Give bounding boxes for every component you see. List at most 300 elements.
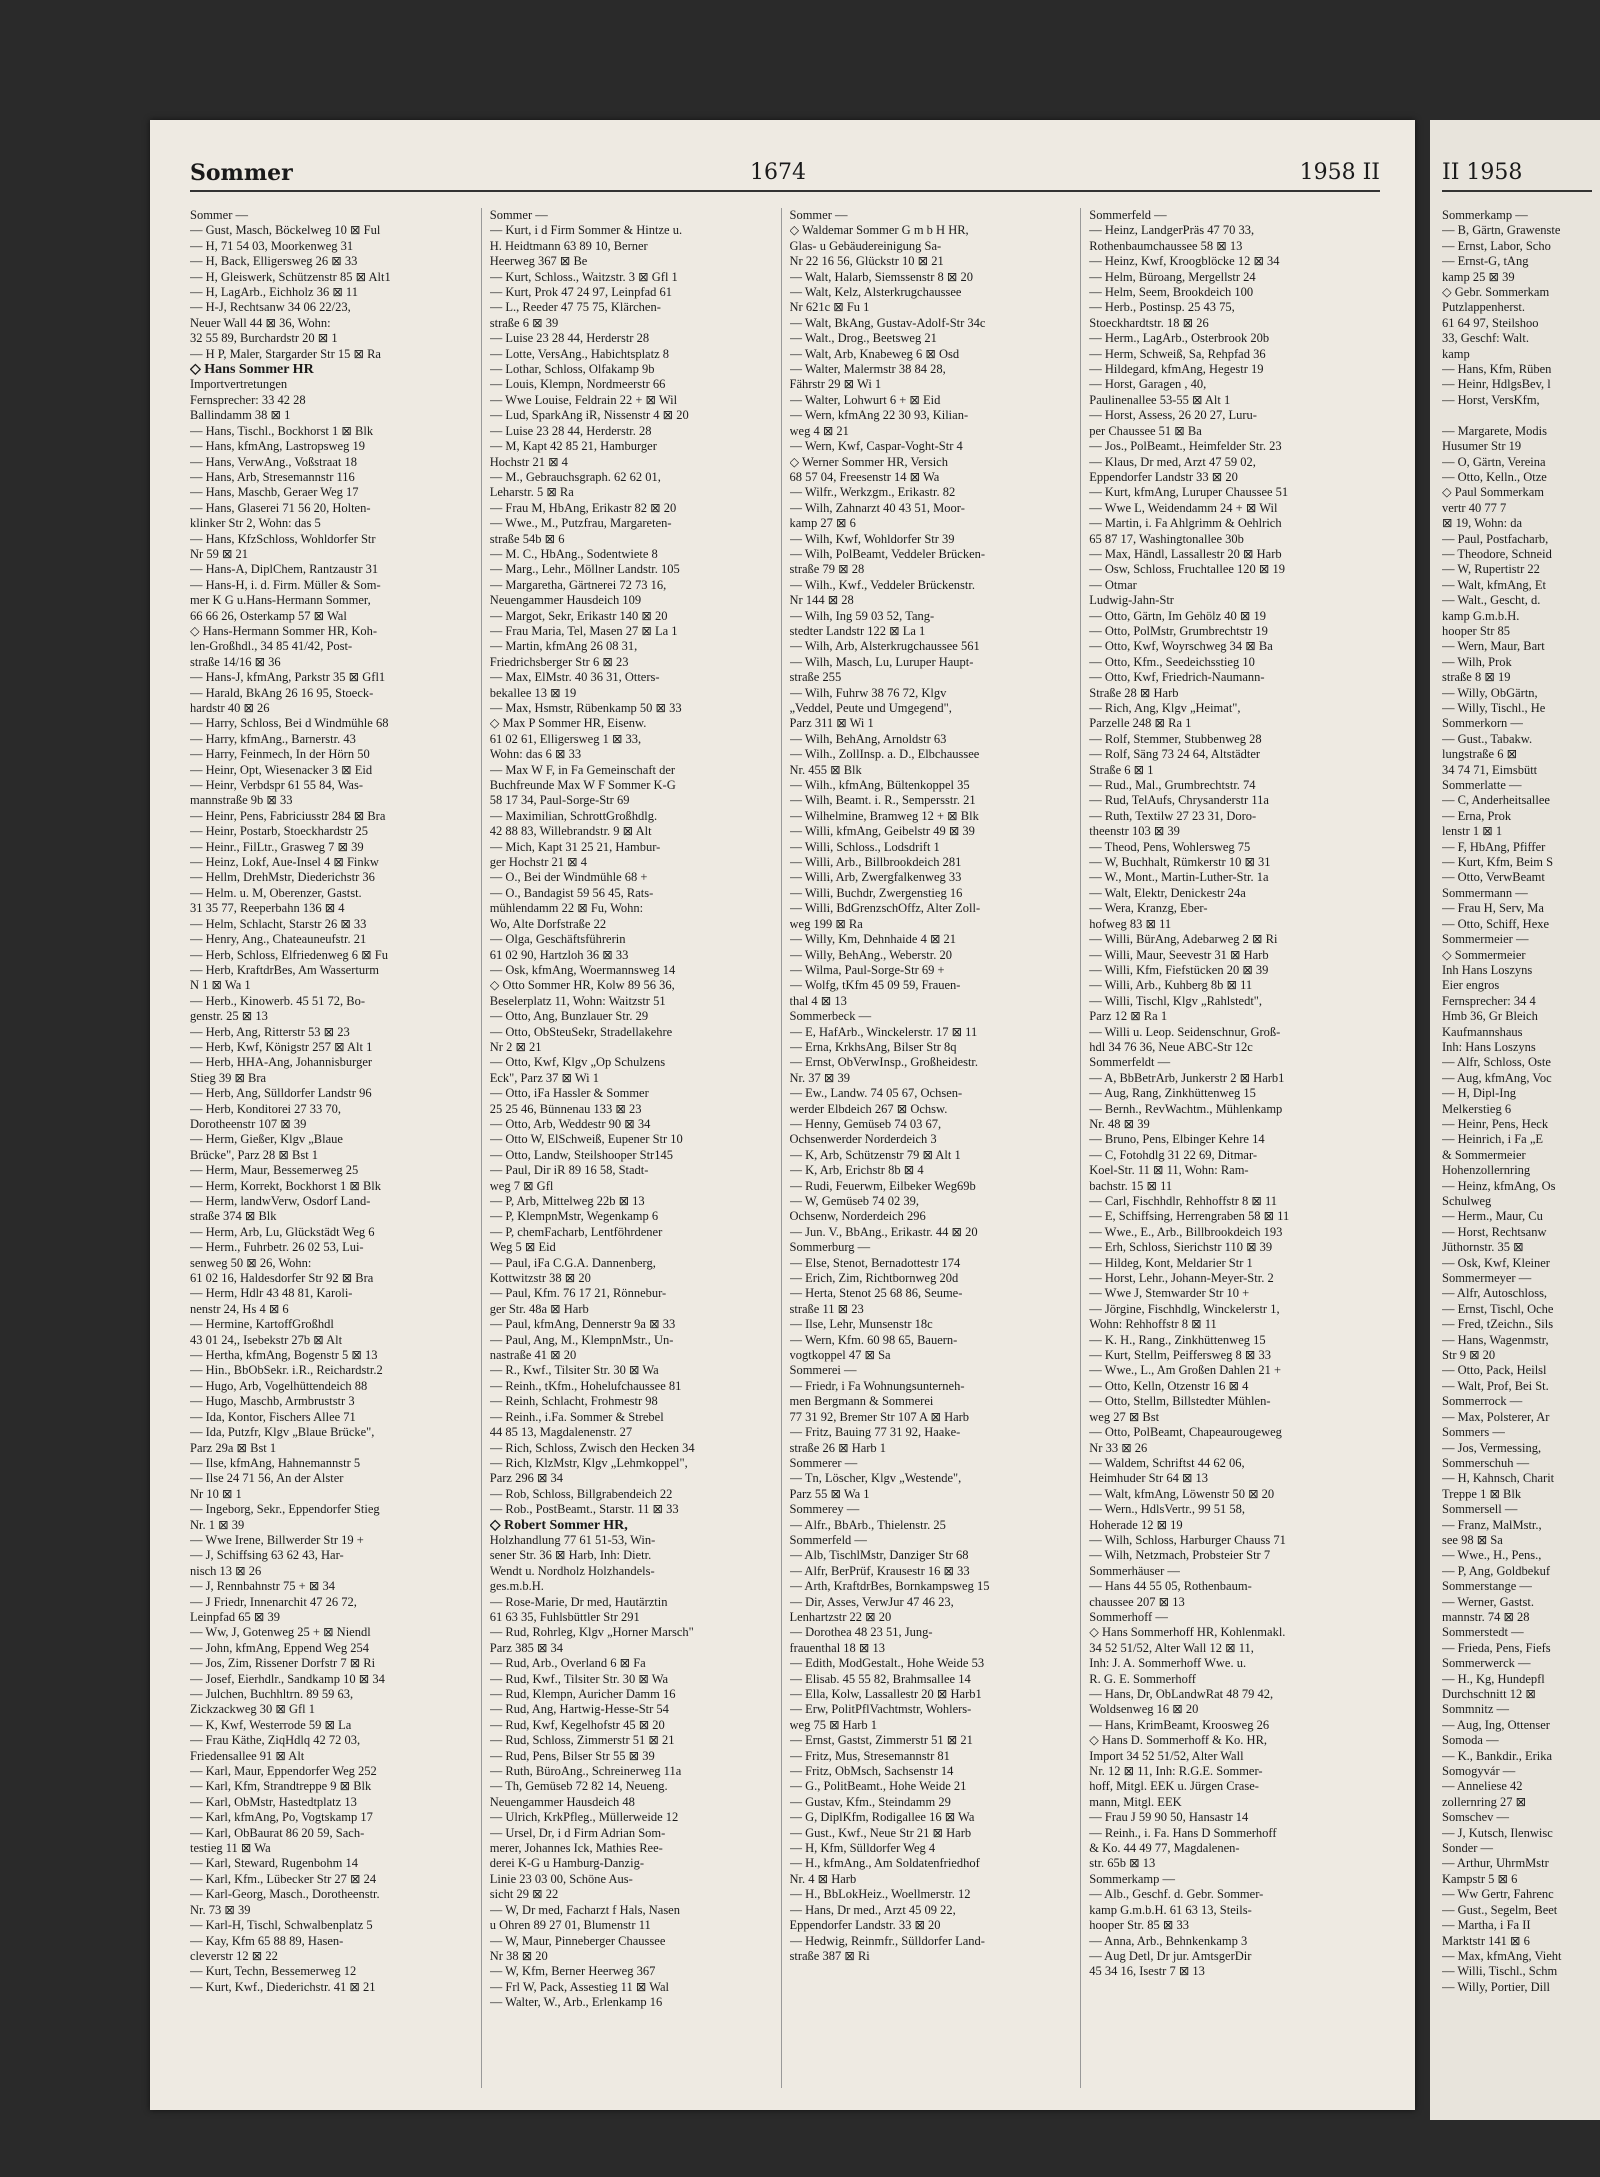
directory-entry: Leharstr. 5 ⊠ Ra (489, 485, 574, 500)
directory-entry: Sommermeier — (1442, 932, 1529, 947)
directory-entry: — Osk, kfmAng, Woermannsweg 14 (489, 962, 676, 977)
directory-entry: — Olga, Geschäftsführerin (489, 932, 626, 947)
directory-entry: — Otto, Kelln., Otze (1442, 469, 1547, 484)
directory-entry: Leinpfad 65 ⊠ 39 (190, 1609, 280, 1624)
directory-entry: — Ww Gertr, Fahrenc (1442, 1887, 1554, 1902)
directory-entry: Inh: J. A. Sommerhoff Wwe. u. (1089, 1656, 1247, 1671)
directory-entry: — Kurt, Schloss., Waitzstr. 3 ⊠ Gfl 1 (489, 269, 678, 284)
directory-entry: — Erw, PolitPflVachtmstr, Wohlers- (789, 1702, 972, 1717)
directory-entry: — Fritz, Mus, Stresemannstr 81 (789, 1748, 950, 1763)
directory-entry: — Hildegard, kfmAng, Hegestr 19 (1089, 362, 1264, 377)
directory-entry: — W, Gemüseb 74 02 39, (789, 1194, 920, 1208)
directory-entry: — P, Arb, Mittelweg 22b ⊠ 13 (489, 1194, 645, 1208)
directory-entry: — Frl W, Pack, Assestieg 11 ⊠ Wal (489, 1979, 670, 1994)
directory-entry: kamp 25 ⊠ 39 (1442, 269, 1515, 284)
directory-entry: — Wilh, BehAng, Arnoldstr 63 (789, 731, 947, 746)
directory-entry: — Hans-A, DiplChem, Rantzaustr 31 (190, 562, 379, 577)
directory-entry: — Martin, i. Fa Ahlgrimm & Oehlrich (1089, 516, 1282, 531)
directory-entry: frauenthal 18 ⊠ 13 (789, 1640, 886, 1655)
directory-entry: — Willi, Kfm, Fiefstücken 20 ⊠ 39 (1089, 962, 1269, 977)
directory-entry: — Walt, Arb, Knabeweg 6 ⊠ Osd (789, 346, 960, 361)
directory-entry: — Hugo, Arb, Vogelhüttendeich 88 (190, 1378, 368, 1393)
directory-entry: — Alb, TischlMstr, Danziger Str 68 (789, 1548, 969, 1563)
directory-entry: — Tn, Löscher, Klgv „Westende", (789, 1471, 962, 1486)
directory-entry: weg 75 ⊠ Harb 1 (789, 1717, 878, 1732)
directory-entry: hooper Str. 85 ⊠ 33 (1089, 1918, 1189, 1933)
directory-entry: — Jos, Vermessing, (1442, 1440, 1542, 1455)
directory-entry: Stoeckhardtstr. 18 ⊠ 26 (1089, 315, 1209, 330)
directory-entry: ◇ Robert Sommer HR, (489, 1517, 628, 1533)
directory-entry: — Ilse, Lehr, Munsenstr 18c (789, 1317, 933, 1332)
directory-entry: weg 4 ⊠ 21 (789, 423, 849, 438)
directory-entry: str. 65b ⊠ 13 (1089, 1856, 1156, 1871)
directory-entry: — Kurt, Prok 47 24 97, Leinpfad 61 (489, 285, 673, 300)
directory-entry: 44 85 13, Magdalenenstr. 27 (489, 1425, 633, 1440)
directory-entry: Ochsenw, Norderdeich 296 (789, 1209, 926, 1224)
directory-entry: Sommerkamp — (1089, 1871, 1176, 1886)
directory-entry: men Bergmann & Sommerei (789, 1394, 934, 1409)
directory-entry: Eier engros (1442, 978, 1500, 993)
directory-entry: — Herb, Schloss, Elfriedenweg 6 ⊠ Fu (190, 947, 388, 962)
directory-entry: — B, Gärtn, Grawenste (1442, 223, 1561, 238)
directory-entry: — Ella, Kolw, Lassallestr 20 ⊠ Harb1 (789, 1687, 982, 1701)
directory-entry: — K. H., Rang., Zinkhüttenweg 15 (1089, 1332, 1266, 1347)
directory-entry: lungstraße 6 ⊠ (1442, 747, 1518, 762)
directory-entry: — Ernst-G, tAng (1442, 254, 1529, 269)
directory-entry: Ludwig-Jahn-Str (1089, 593, 1174, 608)
directory-entry: — Hugo, Maschb, Armbruststr 3 (190, 1394, 355, 1409)
directory-entry: — J, Kutsch, Ilenwisc (1442, 1825, 1553, 1840)
directory-entry: ◇ Hans Sommerhoff HR, Kohlenmakl. (1089, 1625, 1286, 1640)
directory-entry: kamp G.m.b.H. 61 63 13, Steils- (1089, 1902, 1252, 1917)
directory-entry: Woldsenweg 16 ⊠ 20 (1089, 1702, 1199, 1717)
column-1 (190, 208, 482, 2088)
directory-entry: 61 02 61, Elligersweg 1 ⊠ 33, (489, 731, 642, 746)
directory-entry: — Willi, Tischl, Klgv „Rahlstedt", (1089, 993, 1263, 1008)
directory-entry: — K, Arb, Erichstr 8b ⊠ 4 (789, 1163, 924, 1178)
directory-entry: — Ilse 24 71 56, An der Alster (190, 1471, 344, 1486)
directory-entry: nastraße 41 ⊠ 20 (489, 1348, 577, 1363)
directory-entry: — Julchen, Buchhltrn. 89 59 63, (190, 1687, 354, 1701)
page-header (190, 160, 1380, 192)
directory-entry: — Willy, ObGärtn, (1442, 685, 1538, 700)
directory-entry: — Otto, Landw, Steilshooper Str145 (489, 1147, 673, 1162)
directory-entry: — Erich, Zim, Richtbornweg 20d (789, 1271, 959, 1286)
directory-entry: — Otto, ObSteuSekr, Stradellakehre (489, 1024, 673, 1039)
directory-entry: Parz 385 ⊠ 34 (489, 1640, 564, 1655)
directory-entry: — F, HbAng, Pfiffer (1442, 839, 1546, 854)
directory-entry: — Franz, MalMstr., (1442, 1517, 1542, 1532)
directory-entry: — Rolf, Säng 73 24 64, Altstädter (1089, 747, 1261, 762)
directory-entry: — L., Reeder 47 75 75, Klärchen- (489, 300, 661, 315)
directory-entry: Nr. 4 ⊠ Harb (789, 1871, 857, 1886)
directory-entry: Linie 23 03 00, Schöne Aus- (489, 1871, 633, 1886)
directory-entry: — H P, Maler, Stargarder Str 15 ⊠ Ra (190, 346, 381, 361)
directory-entry: — Fritz, ObMsch, Sachsenstr 14 (789, 1764, 954, 1779)
directory-entry: bachstr. 15 ⊠ 11 (1089, 1178, 1173, 1193)
directory-entry: — Max, Hsmstr, Rübenkamp 50 ⊠ 33 (489, 701, 682, 715)
directory-entry: kamp 27 ⊠ 6 (789, 516, 856, 531)
directory-entry: — Herb, Ang, Sülldorfer Landstr 96 (190, 1086, 372, 1101)
directory-entry: — W, Maur, Pinneberger Chaussee (489, 1933, 666, 1948)
directory-entry: — Wilh, Ing 59 03 52, Tang- (789, 608, 935, 623)
directory-entry: — Frau J 59 90 50, Hansastr 14 (1089, 1810, 1249, 1825)
directory-entry: Sommerstange — (1442, 1579, 1532, 1594)
directory-entry: — Karl, ObBaurat 86 20 59, Sach- (190, 1825, 365, 1840)
directory-entry: — Ernst, ObVerwInsp., Großheidestr. (789, 1055, 979, 1070)
directory-entry: — Wilh, Netzmach, Probsteier Str 7 (1089, 1548, 1271, 1563)
directory-entry: — Wilma, Paul-Sorge-Str 69 + (789, 962, 945, 977)
directory-entry: — C, Fotohdlg 31 22 69, Ditmar- (1089, 1147, 1258, 1162)
directory-entry: — Edith, ModGestalt., Hohe Weide 53 (789, 1656, 985, 1671)
directory-entry: — Hans, kfmAng, Lastropsweg 19 (190, 439, 365, 454)
directory-entry: Husumer Str 19 (1442, 439, 1522, 454)
directory-entry: — Hildeg, Kont, Meldarier Str 1 (1089, 1255, 1253, 1270)
directory-entry: — Osk, Kwf, Kleiner (1442, 1255, 1550, 1270)
directory-entry: Import 34 52 51/52, Alter Wall (1089, 1748, 1244, 1763)
directory-entry: hooper Str 85 (1442, 623, 1511, 638)
directory-entry: — Paul, Kfm. 76 17 21, Rönnebur- (489, 1286, 667, 1301)
directory-entry: — Kurt, i d Firm Sommer & Hintze u. (489, 223, 683, 238)
directory-entry: — Heinr, Pens, Heck (1442, 1116, 1549, 1131)
directory-entry: zollernring 27 ⊠ (1442, 1794, 1527, 1809)
directory-entry: — Alfr, BerPrüf, Krausestr 16 ⊠ 33 (789, 1563, 970, 1578)
directory-entry: — Lotte, VersAng., Habichtsplatz 8 (489, 346, 669, 361)
directory-entry: — Wilh., ZollInsp. a. D., Elbchaussee (789, 747, 980, 762)
directory-entry: — Ruth, Textilw 27 23 31, Doro- (1089, 808, 1257, 823)
directory-entry: — Wwe., H., Pens., (1442, 1548, 1542, 1563)
directory-entry: 68 57 04, Freesenstr 14 ⊠ Wa (789, 469, 940, 484)
directory-entry: Nr 22 16 56, Glückstr 10 ⊠ 21 (789, 254, 944, 269)
directory-entry: mannstraße 9b ⊠ 33 (190, 793, 293, 808)
directory-entry: — Willi, Arb, Zwergfalkenweg 33 (789, 870, 962, 885)
directory-entry: — Karl, kfmAng, Po, Vogtskamp 17 (190, 1810, 373, 1825)
directory-entry: — Paul, Ang, M., KlempnMstr., Un- (489, 1332, 674, 1347)
directory-entry: Durchschnitt 12 ⊠ (1442, 1687, 1536, 1701)
directory-entry: — Carl, Fischhdlr, Rehhoffstr 8 ⊠ 11 (1089, 1194, 1277, 1208)
directory-entry: — Louis, Klempn, Nordmeerstr 66 (489, 377, 666, 392)
directory-entry: bekallee 13 ⊠ 19 (489, 685, 577, 700)
directory-entry: Hoherade 12 ⊠ 19 (1089, 1517, 1183, 1532)
directory-entry: Sommerwerck — (1442, 1656, 1531, 1671)
directory-entry: — Willi, Maur, Seevestr 31 ⊠ Harb (1089, 947, 1269, 962)
directory-entry: — Ernst, Labor, Scho (1442, 238, 1551, 253)
directory-entry: — Wern, Kwf, Caspar-Voght-Str 4 (789, 439, 963, 454)
directory-entry: — Hans, Dr, ObLandwRat 48 79 42, (1089, 1687, 1274, 1701)
directory-entry: Sommerschuh — (1442, 1455, 1530, 1470)
directory-entry: — Walt, kfmAng, Löwenstr 50 ⊠ 20 (1089, 1486, 1275, 1501)
directory-entry: — Walter, Lohwurt 6 + ⊠ Eid (789, 392, 941, 407)
directory-entry: Jüthornstr. 35 ⊠ (1442, 1240, 1524, 1255)
directory-entry: Nr 621c ⊠ Fu 1 (789, 300, 870, 315)
directory-entry: hofweg 83 ⊠ 11 (1089, 916, 1172, 931)
directory-entry: ◇ Hans Sommer HR (190, 362, 314, 378)
directory-entry: — Rud, Rohrleg, Klgv „Horner Marsch" (489, 1625, 694, 1640)
directory-entry: — Anneliese 42 (1442, 1779, 1523, 1794)
directory-entry: & Ko. 44 49 77, Magdalenen- (1089, 1841, 1240, 1856)
directory-entry: — Ida, Kontor, Fischers Allee 71 (190, 1409, 356, 1424)
directory-entry: „Veddel, Peute und Umgegend", (789, 701, 952, 715)
directory-entry: — Willi, Schloss., Lodsdrift 1 (789, 839, 940, 854)
directory-entry: len-Großhdl., 34 85 41/42, Post- (190, 639, 353, 654)
directory-entry: — G., PolitBeamt., Hohe Weide 21 (789, 1779, 967, 1794)
directory-entry: Importvertretungen (190, 377, 288, 392)
directory-entry: — Alb., Geschf. d. Gebr. Sommer- (1089, 1887, 1264, 1902)
directory-entry: Treppe 1 ⊠ Blk (1442, 1486, 1522, 1501)
directory-entry: — Wwe., M., Putzfrau, Margareten- (489, 516, 672, 531)
directory-entry: Sommnitz — (1442, 1702, 1510, 1717)
directory-entry: nisch 13 ⊠ 26 (190, 1563, 262, 1578)
directory-entry: ◇ Gebr. Sommerkam (1442, 285, 1550, 300)
directory-entry: — Willi, Tischl., Schm (1442, 1964, 1558, 1979)
directory-entry: — Wilh, Schloss, Harburger Chauss 71 (1089, 1532, 1286, 1547)
directory-entry: — Herm, Korrekt, Bockhorst 1 ⊠ Blk (190, 1178, 382, 1193)
directory-entry: — Heinz, Lokf, Aue-Insel 4 ⊠ Finkw (190, 855, 379, 870)
directory-entry: — Harry, Feinmech, In der Hörn 50 (190, 747, 370, 762)
directory-entry: — Horst, Garagen , 40, (1089, 377, 1207, 392)
directory-entry: — Otto W, ElSchweiß, Eupener Str 10 (489, 1132, 683, 1147)
directory-entry: — Bernh., RevWachtm., Mühlenkamp (1089, 1101, 1283, 1116)
directory-entry: ⊠ 19, Wohn: da (1442, 516, 1523, 531)
directory-entry: — Kurt, kfmAng, Luruper Chaussee 51 (1089, 485, 1289, 500)
directory-entry: Hochstr 21 ⊠ 4 (489, 454, 568, 469)
right-page-column (1442, 208, 1600, 2088)
directory-entry: — H, 71 54 03, Moorkenweg 31 (190, 238, 354, 253)
directory-entry: — Otto, VerwBeamt (1442, 870, 1545, 885)
directory-entry: — Ew., Landw. 74 05 67, Ochsen- (789, 1086, 963, 1101)
directory-entry: — Rose-Marie, Dr med, Hautärztin (489, 1594, 668, 1609)
directory-entry: — Dorothea 48 23 51, Jung- (789, 1625, 933, 1640)
directory-entry: — H., BbLokHeiz., Woellmerstr. 12 (789, 1887, 971, 1902)
directory-entry: — Fred, tZeichn., Sils (1442, 1317, 1554, 1332)
directory-entry: — Hans, Glaserei 71 56 20, Holten- (190, 500, 371, 515)
directory-entry: — Hans, Kfm, Rüben (1442, 362, 1552, 377)
directory-entry: — Margarete, Modis (1442, 423, 1547, 438)
directory-entry: mühlendamm 22 ⊠ Fu, Wohn: (489, 901, 644, 916)
directory-entry: — Gust., Tabakw. (1442, 731, 1533, 746)
directory-entry: — Walter, W., Arb., Erlenkamp 16 (489, 1995, 663, 2010)
directory-entry: ◇ Hans D. Sommerhoff & Ko. HR, (1089, 1733, 1268, 1748)
directory-entry: — Rob, Schloss, Billgrabendeich 22 (489, 1486, 673, 1501)
directory-entry: senweg 50 ⊠ 26, Wohn: (190, 1255, 312, 1270)
directory-entry: — W, Dr med, Facharzt f Hals, Nasen (489, 1902, 680, 1917)
directory-entry: — Rud, Arb., Overland 6 ⊠ Fa (489, 1656, 646, 1671)
directory-entry: 34 52 51/52, Alter Wall 12 ⊠ 11, (1089, 1640, 1254, 1655)
directory-entry: — Lud, SparkAng iR, Nissenstr 4 ⊠ 20 (489, 408, 689, 423)
directory-entry: testieg 11 ⊠ Wa (190, 1841, 271, 1856)
directory-entry: Neuer Wall 44 ⊠ 36, Wohn: (190, 315, 331, 330)
directory-entry: — Klaus, Dr med, Arzt 47 59 02, (1089, 454, 1256, 469)
directory-entry: mer K G u.Hans-Hermann Sommer, (190, 593, 371, 608)
directory-entry: — Herm, Schweiß, Sa, Rehpfad 36 (1089, 346, 1266, 361)
directory-entry: Nr 144 ⊠ 28 (789, 593, 854, 608)
directory-entry: — Herm, Gießer, Klgv „Blaue (190, 1132, 343, 1147)
directory-entry: straße 374 ⊠ Blk (190, 1209, 277, 1224)
directory-entry: — P, Ang, Goldbekuf (1442, 1563, 1550, 1578)
directory-entry: — Ernst, Gastst, Zimmerstr 51 ⊠ 21 (789, 1733, 973, 1748)
directory-entry: — Rob., PostBeamt., Starstr. 11 ⊠ 33 (489, 1502, 679, 1517)
directory-entry: — Werner, Gastst. (1442, 1594, 1534, 1609)
directory-entry: — Herta, Stenot 25 68 86, Seume- (789, 1286, 963, 1301)
directory-entry: Marktstr 141 ⊠ 6 (1442, 1933, 1530, 1948)
directory-entry: — M., Gebrauchsgraph. 62 62 01, (489, 469, 661, 484)
directory-entry: — Hans, Tischl., Bockhorst 1 ⊠ Blk (190, 423, 374, 438)
directory-entry: Sommerfeld — (789, 1532, 867, 1547)
directory-entry: — Rolf, Stemmer, Stubbenweg 28 (1089, 731, 1262, 746)
directory-entry: — W., Mont., Martin-Luther-Str. 1a (1089, 870, 1269, 885)
directory-entry: — H, Back, Elligersweg 26 ⊠ 33 (190, 254, 358, 269)
directory-entry: ◇ Max P Sommer HR, Eisenw. (489, 716, 647, 731)
directory-entry: Parz 29a ⊠ Bst 1 (190, 1440, 277, 1455)
directory-entry: straße 14/16 ⊠ 36 (190, 654, 281, 669)
directory-entry: hoff, Mitgl. EEK u. Jürgen Crase- (1089, 1779, 1259, 1794)
directory-entry: — Maximilian, SchrottGroßhdlg. (489, 808, 658, 823)
directory-entry: — Willy, Km, Dehnhaide 4 ⊠ 21 (789, 932, 957, 947)
directory-entry: — M, Kapt 42 85 21, Hamburger (489, 439, 657, 454)
directory-entry: — O., Bandagist 59 56 45, Rats- (489, 885, 654, 900)
directory-entry: — Otto, Ang, Bunzlauer Str. 29 (489, 1009, 649, 1024)
directory-entry: Sommerhoff — (1089, 1609, 1168, 1624)
directory-entry: Sommer — (489, 208, 548, 222)
directory-entry: — Herb, Kwf, Königstr 257 ⊠ Alt 1 (190, 1039, 373, 1054)
directory-entry: 25 25 46, Bünnenau 133 ⊠ 23 (489, 1101, 642, 1116)
directory-entry: Neuengammer Hausdeich 109 (489, 593, 642, 608)
directory-entry: Sonder — (1442, 1841, 1494, 1856)
directory-entry: — Wilh., Kwf., Veddeler Brückenstr. (789, 577, 975, 592)
directory-entry: — Anna, Arb., Behnkenkamp 3 (1089, 1933, 1248, 1948)
directory-entry: — Frau Maria, Tel, Masen 27 ⊠ La 1 (489, 623, 678, 638)
directory-entry: — Th, Gemüseb 72 82 14, Neueng. (489, 1779, 668, 1794)
directory-entry: — Hans 44 55 05, Rothenbaum- (1089, 1579, 1252, 1594)
directory-entry: Sommerlatte — (1442, 778, 1522, 793)
directory-entry: — Wilh, Fuhrw 38 76 72, Klgv (789, 685, 947, 700)
directory-entry: Nr. 73 ⊠ 39 (190, 1902, 251, 1917)
directory-entry: — Hellm, DrehMstr, Diederichstr 36 (190, 870, 375, 885)
directory-entry: Straße 28 ⊠ Harb (1089, 685, 1179, 700)
directory-entry: — J, Schiffsing 63 62 43, Har- (190, 1548, 344, 1563)
directory-entry: Holzhandlung 77 61 51-53, Win- (489, 1532, 656, 1547)
directory-entry: Nr 33 ⊠ 26 (1089, 1440, 1148, 1455)
directory-entry: — Rich, KlzMstr, Klgv „Lehmkoppel", (489, 1455, 688, 1470)
directory-entry: — A, BbBetrArb, Junkerstr 2 ⊠ Harb1 (1089, 1070, 1285, 1085)
directory-entry: — Ilse, kfmAng, Hahnemannstr 5 (190, 1455, 361, 1470)
directory-entry: straße 8 ⊠ 19 (1442, 670, 1511, 685)
directory-entry: — W, Buchhalt, Rümkerstr 10 ⊠ 31 (1089, 855, 1271, 870)
directory-entry: — Martin, kfmAng 26 08 31, (489, 639, 638, 654)
directory-entry: — Walt, BkAng, Gustav-Adolf-Str 34c (789, 315, 986, 330)
directory-entry: — Karl, ObMstr, Hastedtplatz 13 (190, 1794, 357, 1809)
directory-entry: Nr. 48 ⊠ 39 (1089, 1116, 1150, 1131)
directory-entry: Sommer — (789, 208, 848, 222)
directory-entry: — Josef, Eierhdlr., Sandkamp 10 ⊠ 34 (190, 1671, 385, 1686)
directory-entry: — Karl, Kfm, Strandtreppe 9 ⊠ Blk (190, 1779, 372, 1794)
directory-entry: — Rud, Klempn, Auricher Damm 16 (489, 1687, 676, 1701)
directory-entry: — Herm., LagArb., Osterbrook 20b (1089, 331, 1270, 346)
directory-entry: Somogyvár — (1442, 1764, 1516, 1779)
page-number: 1674 (750, 160, 806, 185)
directory-entry: — Herm., Maur, Cu (1442, 1209, 1543, 1224)
directory-entry: Inh: Hans Loszyns (1442, 1039, 1536, 1054)
directory-entry: Sommerstedt — (1442, 1625, 1524, 1640)
directory-entry: Nr 2 ⊠ 21 (489, 1039, 542, 1054)
directory-entry: — Willi u. Leop. Seidenschnur, Groß- (1089, 1024, 1281, 1039)
directory-entry: 65 87 17, Washingtonallee 30b (1089, 531, 1244, 546)
directory-entry: — Otto, Kwf, Friedrich-Naumann- (1089, 670, 1265, 685)
directory-entry: — Kurt, Kwf., Diederichstr. 41 ⊠ 21 (190, 1979, 376, 1994)
directory-entry: — Hermine, KartoffGroßhdl (190, 1317, 334, 1332)
directory-entry: Heerweg 367 ⊠ Be (489, 254, 588, 269)
directory-entry: — Wwe., L., Am Großen Dahlen 21 + (1089, 1363, 1282, 1378)
directory-entry: — Waldem, Schriftst 44 62 06, (1089, 1455, 1245, 1470)
directory-columns (190, 208, 1380, 2088)
directory-entry: Weg 5 ⊠ Eid (489, 1240, 556, 1255)
directory-entry: — Jörgine, Fischhdlg, Winckelerstr 1, (1089, 1301, 1280, 1316)
directory-entry: — Wilh, PolBeamt, Veddeler Brücken- (789, 546, 986, 561)
directory-entry: — Helm, Schlacht, Starstr 26 ⊠ 33 (190, 916, 367, 931)
directory-entry: straße 54b ⊠ 6 (489, 531, 565, 546)
column-2 (490, 208, 782, 2088)
directory-entry: — Walt, Prof, Bei St. (1442, 1378, 1549, 1393)
directory-entry: — Alfr, Autoschloss, (1442, 1286, 1548, 1301)
directory-entry: — Wwe Louise, Feldrain 22 + ⊠ Wil (489, 392, 678, 407)
directory-entry: — Theodore, Schneid (1442, 546, 1552, 561)
directory-entry: — Martha, i Fa II (1442, 1918, 1531, 1933)
directory-entry: — Hertha, kfmAng, Bogenstr 5 ⊠ 13 (190, 1348, 378, 1363)
directory-entry: ◇ Sommermeier (1442, 947, 1526, 962)
directory-entry: — Paul, Dir iR 89 16 58, Stadt- (489, 1163, 649, 1178)
directory-entry: — Wern, Maur, Bart (1442, 639, 1545, 654)
directory-entry: ◇ Paul Sommerkam (1442, 485, 1544, 500)
directory-entry: — Ingeborg, Sekr., Eppendorfer Stieg (190, 1502, 380, 1517)
directory-entry: — Max, kfmAng, Vieht (1442, 1948, 1562, 1963)
directory-entry: kamp (1442, 346, 1470, 361)
directory-entry: N 1 ⊠ Wa 1 (190, 978, 251, 993)
directory-entry: — Otto, Stellm, Billstedter Mühlen- (1089, 1394, 1271, 1409)
directory-entry: — G, DiplKfm, Rodigallee 16 ⊠ Wa (789, 1810, 975, 1825)
directory-entry: sicht 29 ⊠ 22 (489, 1887, 559, 1902)
directory-entry: — Otto, Pack, Heilsl (1442, 1363, 1547, 1378)
directory-entry: — Hedwig, Reinmfr., Sülldorfer Land- (789, 1933, 985, 1948)
directory-entry: ◇ Hans-Hermann Sommer HR, Koh- (190, 623, 378, 638)
directory-entry: klinker Str 2, Wohn: das 5 (190, 516, 321, 531)
directory-entry: — Willi, Arb., Kuhberg 8b ⊠ 11 (1089, 978, 1253, 993)
directory-entry: Sommerer — (789, 1455, 858, 1470)
directory-entry: — Elisab. 45 55 82, Brahmsallee 14 (789, 1671, 971, 1686)
directory-entry: — Frau H, Serv, Ma (1442, 901, 1544, 916)
directory-entry: — Rud, TelAufs, Chrysanderstr 11a (1089, 793, 1269, 808)
directory-entry: — Reinh., tKfm., Hohelufchaussee 81 (489, 1378, 682, 1393)
directory-entry: — Willy, Portier, Dill (1442, 1979, 1551, 1994)
directory-entry: — K, Arb, Schützenstr 79 ⊠ Alt 1 (789, 1147, 961, 1162)
directory-entry: mann, Mitgl. EEK (1089, 1794, 1182, 1809)
directory-entry: — Wwe L, Weidendamm 24 + ⊠ Wil (1089, 500, 1278, 515)
directory-entry: Hohenzollernring (1442, 1163, 1531, 1178)
directory-entry: Eppendorfer Landstr. 33 ⊠ 20 (789, 1918, 941, 1933)
directory-entry: — Gust, Masch, Böckelweg 10 ⊠ Ful (190, 223, 381, 238)
directory-entry: Parz 296 ⊠ 34 (489, 1471, 564, 1486)
directory-entry: Heimhuder Str 64 ⊠ 13 (1089, 1471, 1209, 1486)
directory-entry: — Rich, Schloss, Zwisch den Hecken 34 (489, 1440, 695, 1455)
directory-entry: — Kurt, Stellm, Peiffersweg 8 ⊠ 33 (1089, 1348, 1272, 1363)
directory-entry: 32 55 89, Burchardstr 20 ⊠ 1 (190, 331, 338, 346)
directory-entry: — H, Kfm, Sülldorfer Weg 4 (789, 1841, 936, 1856)
directory-entry: — Jun. V., BbAng., Erikastr. 44 ⊠ 20 (789, 1224, 978, 1239)
directory-entry: — O., Bei der Windmühle 68 + (489, 870, 648, 885)
directory-entry: — Gustav, Kfm., Steindamm 29 (789, 1794, 951, 1809)
directory-entry: — Willy, Tischl., He (1442, 701, 1546, 715)
directory-entry: — Hans, Arb, Stresemannstr 116 (190, 469, 355, 484)
directory-entry: Buchfreunde Max W F Sommer K-G (489, 778, 676, 793)
